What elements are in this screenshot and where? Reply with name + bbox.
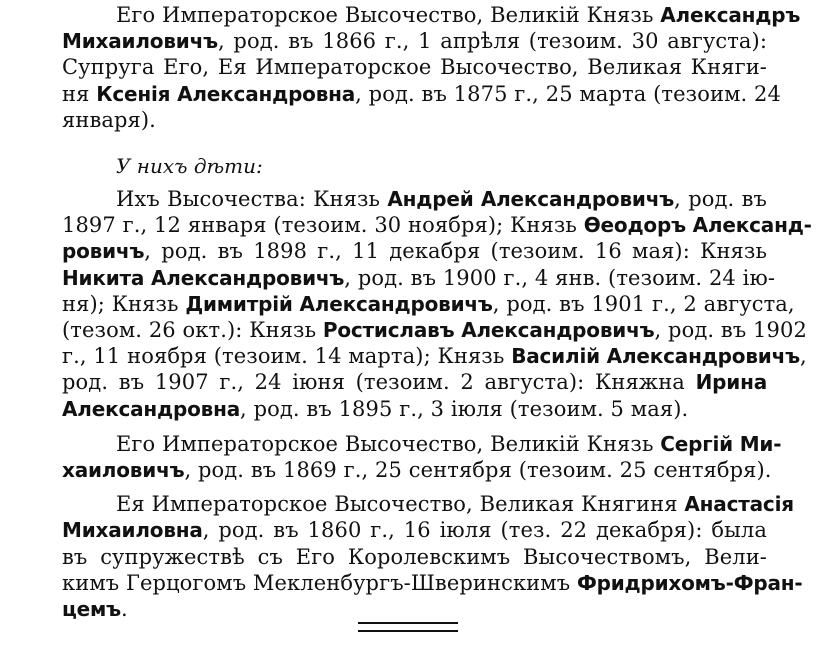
- text-span: род. въ 1907 г., 24 іюня (тезоим. 2 августа): Княжна: [62, 370, 696, 395]
- text-span: Ея Императорское Высочество, Великая Княгиня: [116, 492, 685, 517]
- text-span: , род. въ 1869 г., 25 сентября (тезоим. 25 сентября).: [184, 458, 772, 483]
- text-line: января).: [62, 107, 156, 132]
- text-line: [62, 369, 767, 395]
- text-line: [62, 431, 782, 457]
- children-heading: У нихъ дѣти:: [116, 154, 263, 179]
- text-line: [62, 265, 776, 291]
- person-name: Василій Александровичъ: [511, 344, 800, 369]
- text-line: [62, 186, 767, 212]
- paragraph-alexander: [62, 2, 801, 133]
- person-name: Сергій Ми-: [660, 431, 782, 456]
- text-span: , род. въ 1860 г., 16 іюля (тез. 22 декабря): была: [202, 518, 767, 543]
- text-span: , род. въ 1902: [654, 318, 807, 343]
- separator-rule-top: [358, 622, 458, 624]
- person-name: Ксенія Александровна: [96, 81, 356, 106]
- paragraph-spacer: [62, 422, 767, 431]
- text-line: [62, 28, 767, 54]
- text-line: [62, 491, 794, 517]
- person-name: Александровна: [62, 396, 241, 421]
- document-page: [62, 2, 812, 622]
- text-span: , род. въ 1900 г., 4 янв. (тезоим. 24 ію-: [344, 265, 776, 290]
- text-line: [62, 317, 807, 343]
- text-line: [62, 212, 812, 238]
- paragraph-spacer: [62, 483, 767, 491]
- text-span: , род. въ 1901 г., 2 августа,: [492, 291, 795, 316]
- text-span: ,: [799, 344, 807, 369]
- text-span: г., 11 ноября (тезоим. 14 марта); Князь: [62, 344, 512, 369]
- paragraph-children: [62, 186, 812, 422]
- text-span: Его Императорское Высочество, Великій Князь: [116, 3, 661, 27]
- person-name: цемъ: [62, 597, 121, 622]
- text-line: [62, 343, 807, 369]
- text-line: [62, 396, 767, 422]
- text-span: Его Императорское Высочество, Великій Князь: [116, 431, 661, 456]
- text-span: , род. въ 1875 г., 25 марта (тезоим. 24: [355, 81, 781, 106]
- text-line: въ супружествѣ съ Его Королевскимъ Высочествомъ, Вели-: [62, 544, 767, 569]
- text-line: [62, 517, 767, 543]
- text-span: ня); Князь: [62, 291, 186, 316]
- person-name: ровичъ: [62, 239, 145, 264]
- text-span: кимъ Герцогомъ Мекленбургъ-Шверинскимъ: [62, 570, 577, 595]
- person-name: Андрей Александровичъ: [387, 187, 675, 212]
- person-name: Ѳеодоръ Александ-: [583, 213, 812, 238]
- text-span: Ихъ Высочества: Князь: [116, 187, 388, 212]
- text-span: , род. въ 1898 г., 11 декабря (тезоим. 16 мая): Князь: [144, 239, 767, 264]
- text-span: , род. въ 1895 г., 3 іюля (тезоим. 5 мая).: [240, 396, 689, 421]
- text-span: , род. въ: [674, 187, 767, 212]
- paragraph-anastasia: [62, 491, 803, 622]
- person-name: Ростиславъ Александровичъ: [322, 318, 655, 343]
- text-line: [62, 570, 803, 596]
- text-line: [62, 596, 767, 622]
- text-span: .: [120, 597, 128, 622]
- person-name: хаиловичъ: [62, 458, 185, 483]
- person-name: Димитрій Александровичъ: [185, 291, 493, 316]
- text-line: Супруга Его, Ея Императорское Высочество, Великая Княги-: [62, 55, 767, 80]
- text-span: (тезом. 26 окт.): Князь: [62, 318, 323, 343]
- text-line: [62, 2, 801, 28]
- text-span: 1897 г., 12 января (тезоим. 30 ноября); Князь: [62, 213, 584, 238]
- text-line: [62, 457, 772, 483]
- separator-rule-bottom: [358, 630, 458, 632]
- text-line: [62, 291, 795, 317]
- person-name: Фридрихомъ-Фран-: [576, 570, 803, 595]
- text-span: ня: [62, 81, 97, 106]
- person-name: Александръ: [660, 3, 801, 27]
- paragraph-sergei: [62, 431, 782, 483]
- person-name: Михаиловичъ: [62, 29, 218, 54]
- person-name: Ирина: [695, 370, 767, 395]
- text-line: [62, 238, 767, 264]
- text-line: [62, 81, 781, 107]
- text-span: , род. въ 1866 г., 1 апрѣля (тезоим. 30 августа):: [217, 29, 767, 54]
- person-name: Михаиловна: [62, 518, 203, 543]
- person-name: Никита Александровичъ: [62, 265, 345, 290]
- person-name: Анастасія: [684, 492, 794, 517]
